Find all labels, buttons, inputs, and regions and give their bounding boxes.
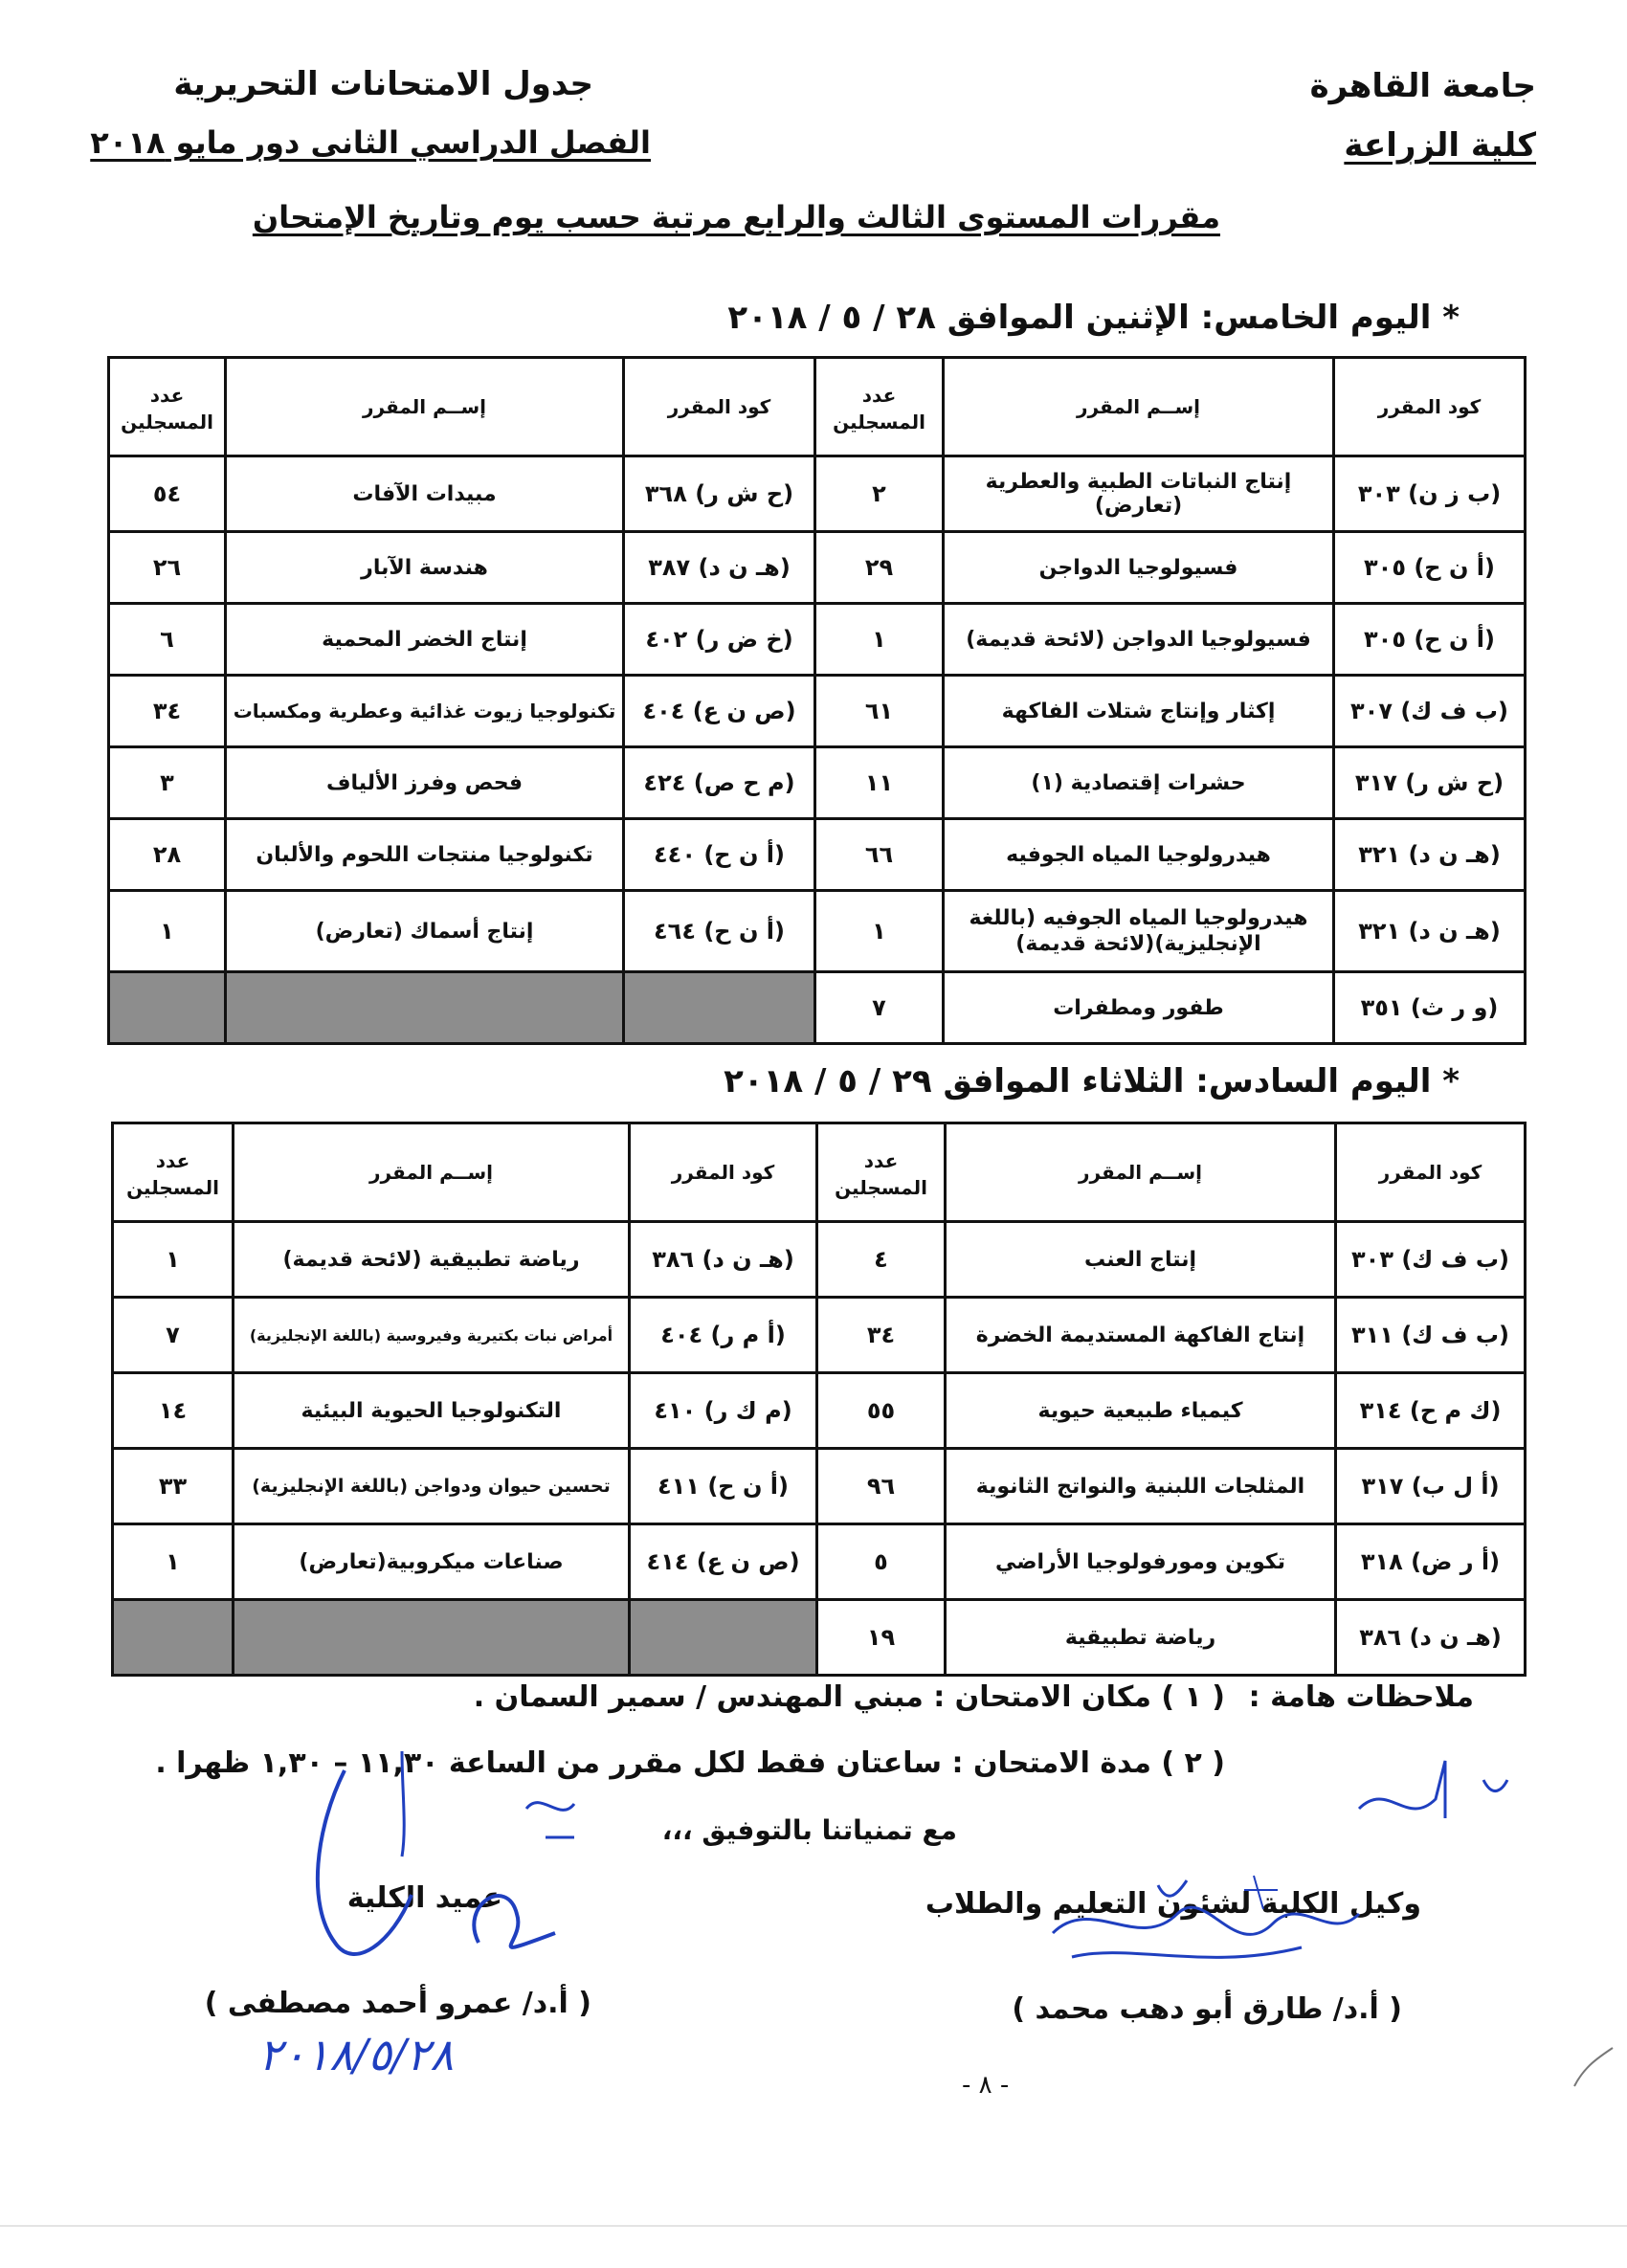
vice-dean-name: ( أ.د/ طارق أبو دهب محمد ) [1012, 1992, 1402, 2026]
course-name: إنتاج الخضر المحمية [226, 604, 624, 676]
enrolled-count: ٢٨ [109, 819, 226, 891]
day5-table-left [107, 356, 816, 1045]
empty-cell [624, 972, 815, 1044]
course-name: كيمياء طبيعية حيوية [946, 1373, 1336, 1449]
vice-dean-signature [1014, 1857, 1378, 1990]
table-row [817, 1298, 1526, 1373]
course-name: أمراض نبات بكتيرية وفيروسية (باللغة الإنجليزية) [234, 1298, 630, 1373]
course-name: إكثار وإنتاج شتلات الفاكهة [944, 676, 1334, 747]
enrolled-count: ٦ [109, 604, 226, 676]
enrolled-count: ٢٩ [815, 532, 944, 604]
table-row [109, 891, 815, 972]
day6-table-left [111, 1122, 818, 1677]
bottom-edge [0, 2225, 1627, 2227]
enrolled-count: ٢ [815, 456, 944, 532]
column-header-count: عدد المسجلين [815, 358, 944, 456]
table-row [109, 819, 815, 891]
table-row [815, 972, 1526, 1044]
empty-cell [234, 1600, 630, 1676]
empty-cell [113, 1600, 234, 1676]
enrolled-count: ٣٣ [113, 1449, 234, 1524]
enrolled-count: ٣٤ [817, 1298, 946, 1373]
empty-cell [630, 1600, 817, 1676]
column-header-code: كود المقرر [1334, 358, 1526, 456]
table-row [815, 532, 1526, 604]
empty-cell [226, 972, 624, 1044]
course-name: فحص وفرز الألياف [226, 747, 624, 819]
enrolled-count: ١ [113, 1222, 234, 1298]
side-initials [1340, 1742, 1531, 1857]
note-exam-location: ( ١ ) مكان الامتحان : مبني المهندس / سمير السمان . [473, 1680, 1225, 1714]
enrolled-count: ١٩ [817, 1600, 946, 1676]
course-name: هندسة الآبار [226, 532, 624, 604]
course-code: (هـ ن د) ٣٨٦ [630, 1222, 817, 1298]
course-name: إنتاج أسماك (تعارض) [226, 891, 624, 972]
course-code: (أ ن ح) ٤٤٠ [624, 819, 815, 891]
enrolled-count: ٣٤ [109, 676, 226, 747]
margin-mark [1570, 2038, 1617, 2096]
course-name: فسيولوجيا الدواجن [944, 532, 1334, 604]
table-row [817, 1524, 1526, 1600]
notes-label: ملاحظات هامة : [1248, 1680, 1474, 1714]
table-row [109, 456, 815, 532]
column-header-name: إســم المقرر [234, 1123, 630, 1222]
enrolled-count: ٩٦ [817, 1449, 946, 1524]
column-header-name: إســم المقرر [946, 1123, 1336, 1222]
course-code: (أ ن ح) ٤٦٤ [624, 891, 815, 972]
enrolled-count: ٦١ [815, 676, 944, 747]
enrolled-count: ١ [113, 1524, 234, 1600]
vice-dean-title: وكيل الكلية لشئون التعليم والطلاب [925, 1887, 1421, 1921]
document-subtitle: مقررات المستوى الثالث والرابع مرتبة حسب يوم وتاريخ الإمتحان [252, 199, 1220, 235]
column-header-name: إســم المقرر [944, 358, 1334, 456]
enrolled-count: ٤ [817, 1222, 946, 1298]
course-name: صناعات ميكروبية(تعارض) [234, 1524, 630, 1600]
faculty-name: كلية الزراعة [1344, 126, 1536, 165]
table-row [109, 604, 815, 676]
column-header-code: كود المقرر [630, 1123, 817, 1222]
enrolled-count: ١٤ [113, 1373, 234, 1449]
table-row [817, 1600, 1526, 1676]
table-row [109, 747, 815, 819]
course-code: (ص ن ع) ٤٠٤ [624, 676, 815, 747]
course-name: المثلجات اللبنية والنواتج الثانوية [946, 1449, 1336, 1524]
column-header-count: عدد المسجلين [817, 1123, 946, 1222]
course-code: (أ ن ح) ٤١١ [630, 1449, 817, 1524]
course-name: فسيولوجيا الدواجن (لائحة قديمة) [944, 604, 1334, 676]
university-name: جامعة القاهرة [1309, 67, 1536, 105]
table-row [815, 747, 1526, 819]
enrolled-count: ٧ [815, 972, 944, 1044]
note-exam-duration: ( ٢ ) مدة الامتحان : ساعتان فقط لكل مقرر من الساعة ١١,٣٠ – ١,٣٠ ظهرا . [155, 1746, 1225, 1780]
table-row-empty [109, 972, 815, 1044]
dean-signature [287, 1751, 593, 1981]
course-code: (أ ن ح) ٣٠٥ [1334, 604, 1526, 676]
course-code: (ح ش ر) ٣١٧ [1334, 747, 1526, 819]
course-name: هيدرولوجيا المياه الجوفيه (باللغة الإنجليزية)(لائحة قديمة) [944, 891, 1334, 972]
table-row [817, 1449, 1526, 1524]
course-code: (هـ ن د) ٣٨٦ [1336, 1600, 1526, 1676]
course-name: إنتاج الفاكهة المستديمة الخضرة [946, 1298, 1336, 1373]
table-row-empty [113, 1600, 817, 1676]
course-code: (أ م ر) ٤٠٤ [630, 1298, 817, 1373]
enrolled-count: ٦٦ [815, 819, 944, 891]
enrolled-count: ٧ [113, 1298, 234, 1373]
table-row [113, 1449, 817, 1524]
enrolled-count: ٣ [109, 747, 226, 819]
course-code: (أ ر ض) ٣١٨ [1336, 1524, 1526, 1600]
table-row [113, 1298, 817, 1373]
course-code: (ب ف ك) ٣٠٧ [1334, 676, 1526, 747]
course-code: (ح ش ر) ٣٦٨ [624, 456, 815, 532]
course-code: (و ر ث) ٣٥١ [1334, 972, 1526, 1044]
closing-line: مع تمنياتنا بالتوفيق ،،، [661, 1814, 957, 1846]
course-name: تكنولوجيا زيوت غذائية وعطرية ومكسبات [226, 676, 624, 747]
course-code: (هـ ن د) ٣٢١ [1334, 819, 1526, 891]
course-name: رياضة تطبيقية [946, 1600, 1336, 1676]
table-row [113, 1373, 817, 1449]
course-code: (ك م ح) ٣١٤ [1336, 1373, 1526, 1449]
table-row [817, 1373, 1526, 1449]
course-code: (ب ف ك) ٣١١ [1336, 1298, 1526, 1373]
table-row [817, 1222, 1526, 1298]
course-name: حشرات إقتصادية (١) [944, 747, 1334, 819]
day6-heading: * اليوم السادس: الثلاثاء الموافق ٢٩ / ٥ / ٢٠١٨ [724, 1062, 1460, 1101]
course-code: (أ ن ح) ٣٠٥ [1334, 532, 1526, 604]
course-name: هيدرولوجيا المياه الجوفيه [944, 819, 1334, 891]
course-name: طفور ومطفرات [944, 972, 1334, 1044]
column-header-code: كود المقرر [1336, 1123, 1526, 1222]
course-code: (ص ن ع) ٤١٤ [630, 1524, 817, 1600]
table-row [113, 1222, 817, 1298]
day6-table-right [815, 1122, 1527, 1677]
table-row [815, 676, 1526, 747]
course-name: تكوين ومورفولوجيا الأراضي [946, 1524, 1336, 1600]
course-code: (ب ف ك) ٣٠٣ [1336, 1222, 1526, 1298]
page-number: - ٨ - [962, 2071, 1010, 2100]
table-row [109, 676, 815, 747]
table-row [815, 604, 1526, 676]
course-code: (م ح ص) ٤٢٤ [624, 747, 815, 819]
enrolled-count: ٥٥ [817, 1373, 946, 1449]
course-code: (ب ز ن) ٣٠٣ [1334, 456, 1526, 532]
table-row [815, 456, 1526, 532]
course-name: تحسين حيوان ودواجن (باللغة الإنجليزية) [234, 1449, 630, 1524]
course-code: (خ ض ر) ٤٠٢ [624, 604, 815, 676]
column-header-count: عدد المسجلين [109, 358, 226, 456]
column-header-code: كود المقرر [624, 358, 815, 456]
enrolled-count: ٥ [817, 1524, 946, 1600]
enrolled-count: ١ [815, 604, 944, 676]
empty-cell [109, 972, 226, 1044]
day5-table-right [814, 356, 1527, 1045]
course-name: التكنولوجيا الحيوية البيئية [234, 1373, 630, 1449]
enrolled-count: ١ [815, 891, 944, 972]
table-row [113, 1524, 817, 1600]
document-title: جدول الامتحانات التحريرية [173, 65, 593, 103]
dean-name: ( أ.د/ عمرو أحمد مصطفى ) [204, 1987, 591, 2020]
course-code: (هـ ن د) ٣٢١ [1334, 891, 1526, 972]
course-name: تكنولوجيا منتجات اللحوم والألبان [226, 819, 624, 891]
enrolled-count: ٢٦ [109, 532, 226, 604]
semester-line: الفصل الدراسي الثانى دور مايو ٢٠١٨ [90, 124, 651, 161]
course-name: إنتاج العنب [946, 1222, 1336, 1298]
course-code: (هـ ن د) ٣٨٧ [624, 532, 815, 604]
table-row [815, 891, 1526, 972]
column-header-count: عدد المسجلين [113, 1123, 234, 1222]
course-name: مبيدات الآفات [226, 456, 624, 532]
enrolled-count: ١١ [815, 747, 944, 819]
enrolled-count: ١ [109, 891, 226, 972]
course-name: رياضة تطبيقية (لائحة قديمة) [234, 1222, 630, 1298]
course-code: (أ ل ب) ٣١٧ [1336, 1449, 1526, 1524]
table-row [815, 819, 1526, 891]
course-code: (م ك ر) ٤١٠ [630, 1373, 817, 1449]
handwritten-date: ٢٠١٨/٥/٢٨ [258, 2029, 454, 2080]
column-header-name: إســم المقرر [226, 358, 624, 456]
table-row [109, 532, 815, 604]
dean-title: عميد الكلية [346, 1881, 502, 1915]
day5-heading: * اليوم الخامس: الإثنين الموافق ٢٨ / ٥ / ٢٠١٨ [727, 299, 1460, 337]
enrolled-count: ٥٤ [109, 456, 226, 532]
course-name: إنتاج النباتات الطبية والعطرية (تعارض) [944, 456, 1334, 532]
